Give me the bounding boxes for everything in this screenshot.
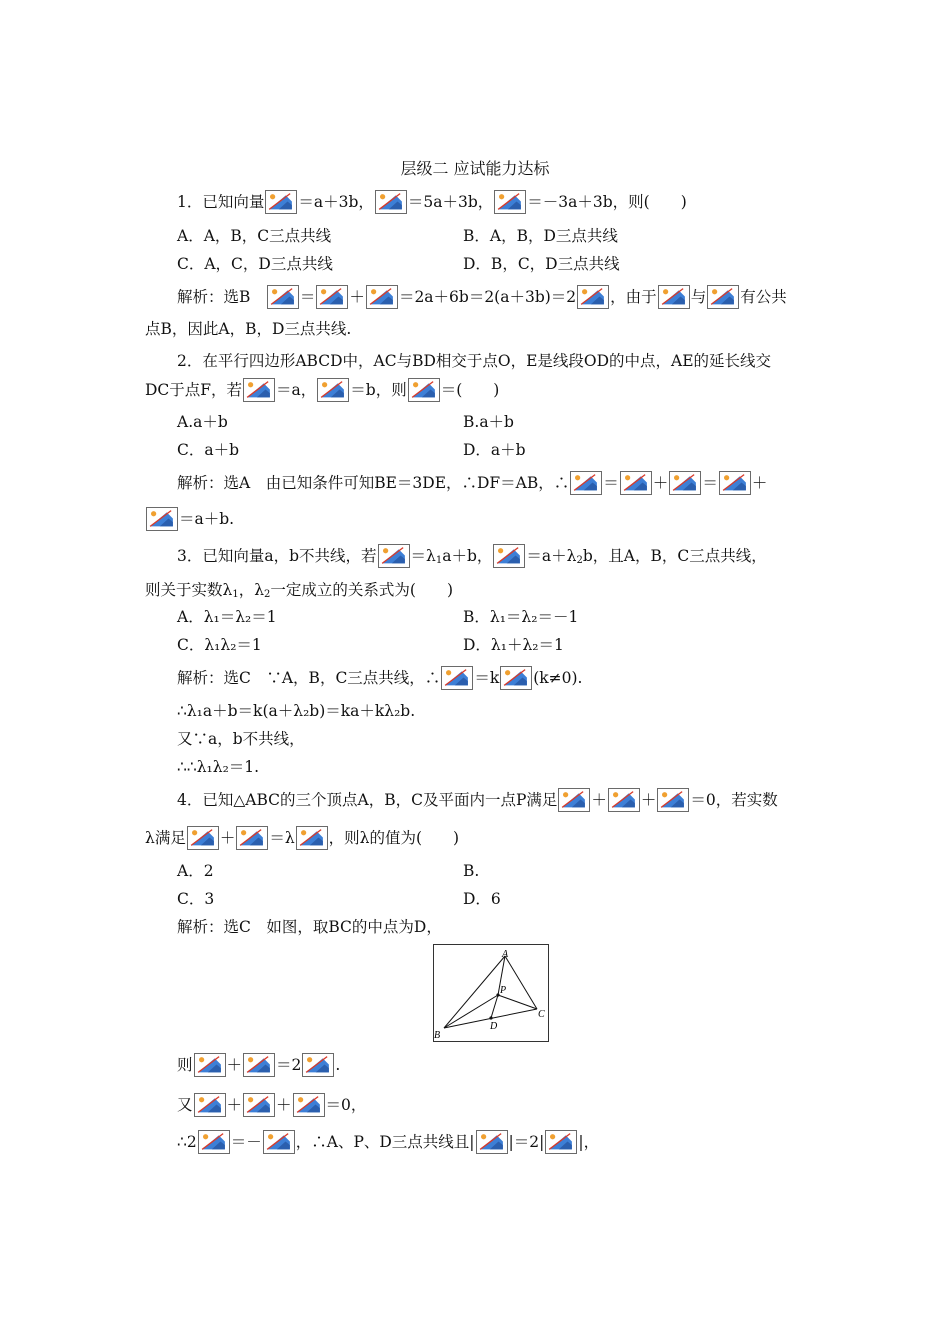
broken-image-icon	[243, 1053, 275, 1077]
broken-image-icon	[375, 190, 407, 214]
broken-image-icon	[265, 190, 297, 214]
triangle-figure	[433, 944, 549, 1042]
q3-solution-line2: ∴λ₁a＋b＝k(a＋λ₂b)＝ka＋kλ₂b.	[177, 702, 416, 720]
broken-image-icon	[500, 666, 532, 690]
broken-image-icon	[558, 788, 590, 812]
broken-image-icon	[657, 788, 689, 812]
q1-stem: 1．已知向量 ＝a＋3b， ＝5a＋3b， ＝－3a＋3b，则( )	[177, 190, 687, 214]
broken-image-icon	[187, 826, 219, 850]
q2-solution-line2: ＝a＋b.	[145, 507, 234, 531]
q3-option-b: B．λ₁＝λ₂＝－1	[463, 608, 579, 626]
broken-image-icon	[296, 826, 328, 850]
q4-solution-line1: 解析：选C 如图，取BC的中点为D，	[177, 918, 442, 936]
q1-option-a: A．A，B，C三点共线	[177, 227, 332, 245]
q2-stem-line2: DC于点F，若 ＝a， ＝b，则 ＝( )	[145, 378, 499, 402]
q4-option-c: C．3	[177, 890, 215, 908]
q2-solution: 解析：选A 由已知条件可知BE＝3DE，∴DF＝AB，∴ ＝ ＋ ＝ ＋	[177, 471, 767, 495]
q4-stem-line1: 4．已知△ABC的三个顶点A，B，C及平面内一点P满足 ＋ ＋ ＝0，若实数	[177, 788, 778, 812]
q4-solution-line4: ∴2 ＝－ ，∴A、P、D三点共线且| |＝2| |，	[177, 1130, 599, 1154]
broken-image-icon	[302, 1053, 334, 1077]
broken-image-icon	[493, 544, 525, 568]
q3-stem-line1: 3．已知向量a，b不共线，若 $=\lambda_1a+b$， $=a+\lambda_2b$，且A，B，C三点共线，	[177, 544, 767, 572]
q1-option-b: B．A，B，D三点共线	[463, 227, 618, 245]
broken-image-icon	[378, 544, 410, 568]
broken-image-icon	[577, 285, 609, 309]
broken-image-icon	[545, 1130, 577, 1154]
q1-option-c: C．A，C，D三点共线	[177, 255, 333, 273]
q4-option-a: A．2	[177, 862, 214, 880]
q1-solution-line2: 点B，因此A，B，D三点共线.	[145, 320, 352, 338]
q1-option-d: D．B，C，D三点共线	[463, 255, 620, 273]
broken-image-icon	[263, 1130, 295, 1154]
q3-option-c: C．λ₁λ₂＝1	[177, 636, 262, 654]
label-b: B	[434, 1030, 441, 1040]
broken-image-icon	[570, 471, 602, 495]
q2-option-b: B.a＋b	[463, 413, 514, 431]
broken-image-icon	[658, 285, 690, 309]
q4-option-b: B.	[463, 862, 480, 880]
broken-image-icon	[146, 507, 178, 531]
q1-solution: 解析：选B ＝ ＋ ＝2a＋6b＝2(a＋3b)＝2 ，由于 与 有公共	[177, 285, 787, 309]
q2-option-c: C．a＋b	[177, 441, 240, 459]
broken-image-icon	[408, 378, 440, 402]
q4-solution-line3: 又 ＋ ＋ ＝0，	[177, 1093, 366, 1117]
q3-option-a: A．λ₁＝λ₂＝1	[177, 608, 277, 626]
broken-image-icon	[236, 826, 268, 850]
broken-image-icon	[293, 1093, 325, 1117]
broken-image-icon	[243, 378, 275, 402]
q4-stem-line2: λ满足 ＋ ＝λ ，则λ的值为( )	[145, 826, 459, 850]
broken-image-icon	[366, 285, 398, 309]
broken-image-icon	[608, 788, 640, 812]
broken-image-icon	[669, 471, 701, 495]
label-d: D	[490, 1021, 498, 1032]
label-a: A	[502, 949, 509, 960]
q3-stem-line2: 则关于实数$\lambda_1$，$\lambda_2$一定成立的关系式为( )	[145, 581, 454, 600]
broken-image-icon	[620, 471, 652, 495]
q4-solution-line2: 则 ＋ ＝2 .	[177, 1053, 340, 1077]
broken-image-icon	[198, 1130, 230, 1154]
label-p: P	[500, 985, 507, 996]
broken-image-icon	[719, 471, 751, 495]
broken-image-icon	[316, 285, 348, 309]
broken-image-icon	[494, 190, 526, 214]
q3-option-d: D．λ₁＋λ₂＝1	[463, 636, 564, 654]
broken-image-icon	[194, 1053, 226, 1077]
q3-solution-line3: 又∵a，b不共线，	[177, 730, 305, 748]
broken-image-icon	[441, 666, 473, 690]
broken-image-icon	[476, 1130, 508, 1154]
q2-stem-line1: 2．在平行四边形ABCD中，AC与BD相交于点O，E是线段OD的中点，AE的延长线交	[177, 352, 772, 370]
broken-image-icon	[707, 285, 739, 309]
triangle-diagram	[434, 945, 547, 1040]
broken-image-icon	[267, 285, 299, 309]
broken-image-icon	[194, 1093, 226, 1117]
section-title: 层级二 应试能力达标	[400, 159, 550, 178]
q4-option-d: D．6	[463, 890, 501, 908]
q3-solution-line4: ∴∴λ₁λ₂＝1.	[177, 758, 260, 776]
q3-solution: 解析：选C ∵A，B，C三点共线，∴ ＝k (k≠0).	[177, 666, 582, 690]
q2-option-d: D．a＋b	[463, 441, 526, 459]
broken-image-icon	[243, 1093, 275, 1117]
label-c: C	[538, 1009, 545, 1020]
broken-image-icon	[317, 378, 349, 402]
q2-option-a: A.a＋b	[177, 413, 228, 431]
